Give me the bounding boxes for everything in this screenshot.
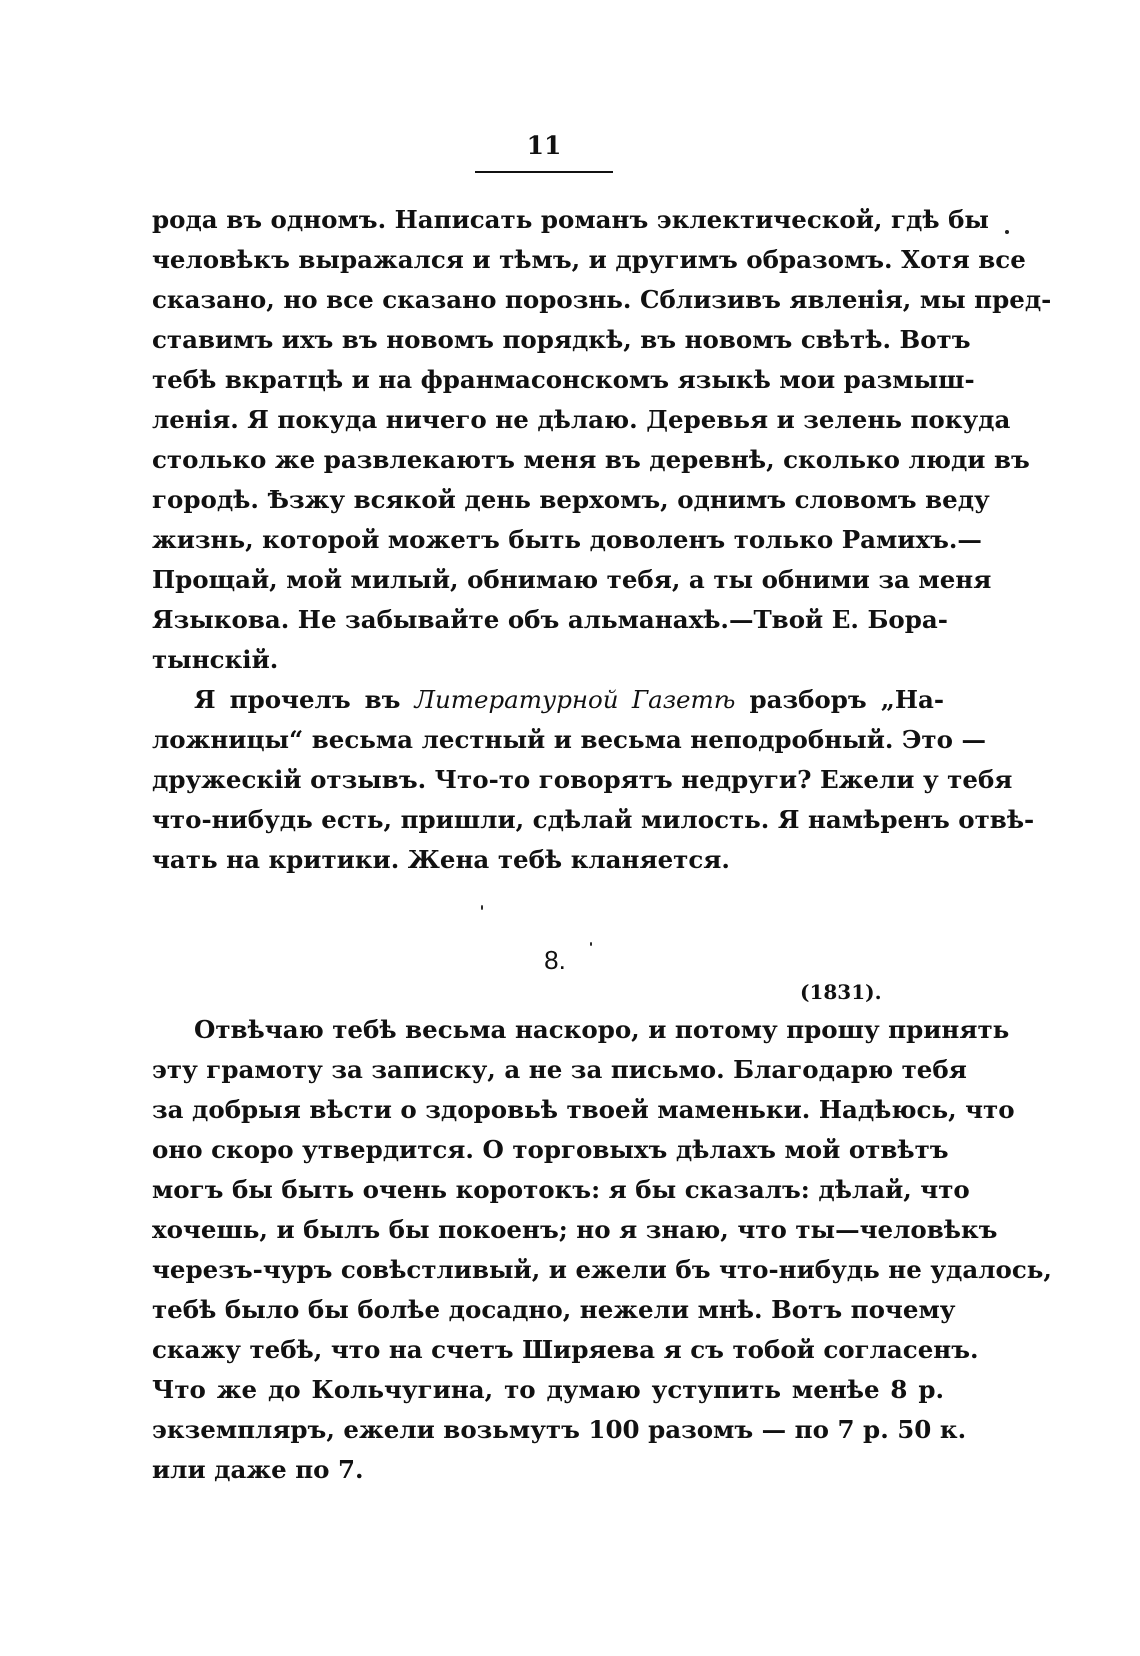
text-line: городѣ. Ѣзжу всякой день верхомъ, однимъ словомъ веду <box>152 485 990 514</box>
text-line: рода въ одномъ. Написать романъ эклектической, гдѣ бы <box>152 205 989 234</box>
text-line: что-нибудь есть, пришли, сдѣлай милость. Я намѣренъ отвѣ- <box>152 805 1035 834</box>
text-line: ложницы“ весьма лестный и весьма неподробный. Это — <box>152 725 986 754</box>
text-line: Отвѣчаю тебѣ весьма наскоро, и потому прошу принять <box>194 1015 1010 1044</box>
text-line: Языкова. Не забывайте объ альманахѣ.—Твой Е. Бора- <box>152 605 948 634</box>
text-line: хочешь, и былъ бы покоенъ; но я знаю, что ты—человѣкъ <box>152 1215 998 1244</box>
text-line: сказано, но все сказано порознь. Сблизивъ явленія, мы пред- <box>152 285 1052 314</box>
text-line: дружескій отзывъ. Что-то говорятъ недруги? Ежели у тебя <box>152 765 1013 794</box>
text-line: ставимъ ихъ въ новомъ порядкѣ, въ новомъ свѣтѣ. Вотъ <box>152 325 971 354</box>
text-line: тынскій. <box>152 645 279 674</box>
text-line: черезъ-чуръ совѣстливый, и ежели бъ что-нибудь не удалось, <box>152 1255 1052 1284</box>
text-line: за добрыя вѣсти о здоровьѣ твоей маменьки. Надѣюсь, что <box>152 1095 1015 1124</box>
text-line: оно скоро утвердится. О торговыхъ дѣлахъ мой отвѣтъ <box>152 1135 949 1164</box>
text-line: Прощай, мой милый, обнимаю тебя, а ты обними за меня <box>152 565 992 594</box>
text-line: столько же развлекаютъ меня въ деревнѣ, сколько люди въ <box>152 445 1030 474</box>
text-line: эту грамоту за записку, а не за письмо. Благодарю тебя <box>152 1055 967 1084</box>
letter-continuation-text <box>152 200 1052 880</box>
newspaper-title: Литературной Газетѣ <box>414 685 736 714</box>
text-line: могъ бы быть очень коротокъ: я бы сказалъ: дѣлай, что <box>152 1175 970 1204</box>
page-number: 11 <box>526 131 562 160</box>
text-line: или даже по 7. <box>152 1455 364 1484</box>
letter-body-text <box>152 1010 1052 1490</box>
text-fragment: разборъ „На- <box>749 685 945 714</box>
text-line: Что же до Кольчугина, то думаю уступить менѣе 8 р. <box>152 1375 944 1404</box>
paper-speck <box>590 942 592 946</box>
text-fragment: Я прочелъ въ <box>194 685 401 714</box>
paper-speck <box>481 905 483 910</box>
page-number-rule <box>475 171 613 173</box>
text-line: тебѣ было бы болѣе досадно, нежели мнѣ. Вотъ почему <box>152 1295 956 1324</box>
text-line: чать на критики. Жена тебѣ кланяется. <box>152 845 730 874</box>
text-line-with-title <box>152 680 944 720</box>
text-line: скажу тебѣ, что на счетъ Ширяева я съ тобой согласенъ. <box>152 1335 979 1364</box>
paper-speck <box>1005 230 1009 234</box>
text-line: человѣкъ выражался и тѣмъ, и другимъ образомъ. Хотя все <box>152 245 1026 274</box>
text-line: жизнь, которой можетъ быть доволенъ только Рамихъ.— <box>152 525 982 554</box>
letter-date: (1831). <box>800 980 882 1004</box>
text-line: ленія. Я покуда ничего не дѣлаю. Деревья и зелень покуда <box>152 405 1011 434</box>
text-line: экземпляръ, ежели возьмутъ 100 разомъ — по 7 р. 50 к. <box>152 1415 967 1444</box>
letter-number: 8. <box>544 945 566 975</box>
text-line: тебѣ вкратцѣ и на франмасонскомъ языкѣ мои размыш- <box>152 365 975 394</box>
